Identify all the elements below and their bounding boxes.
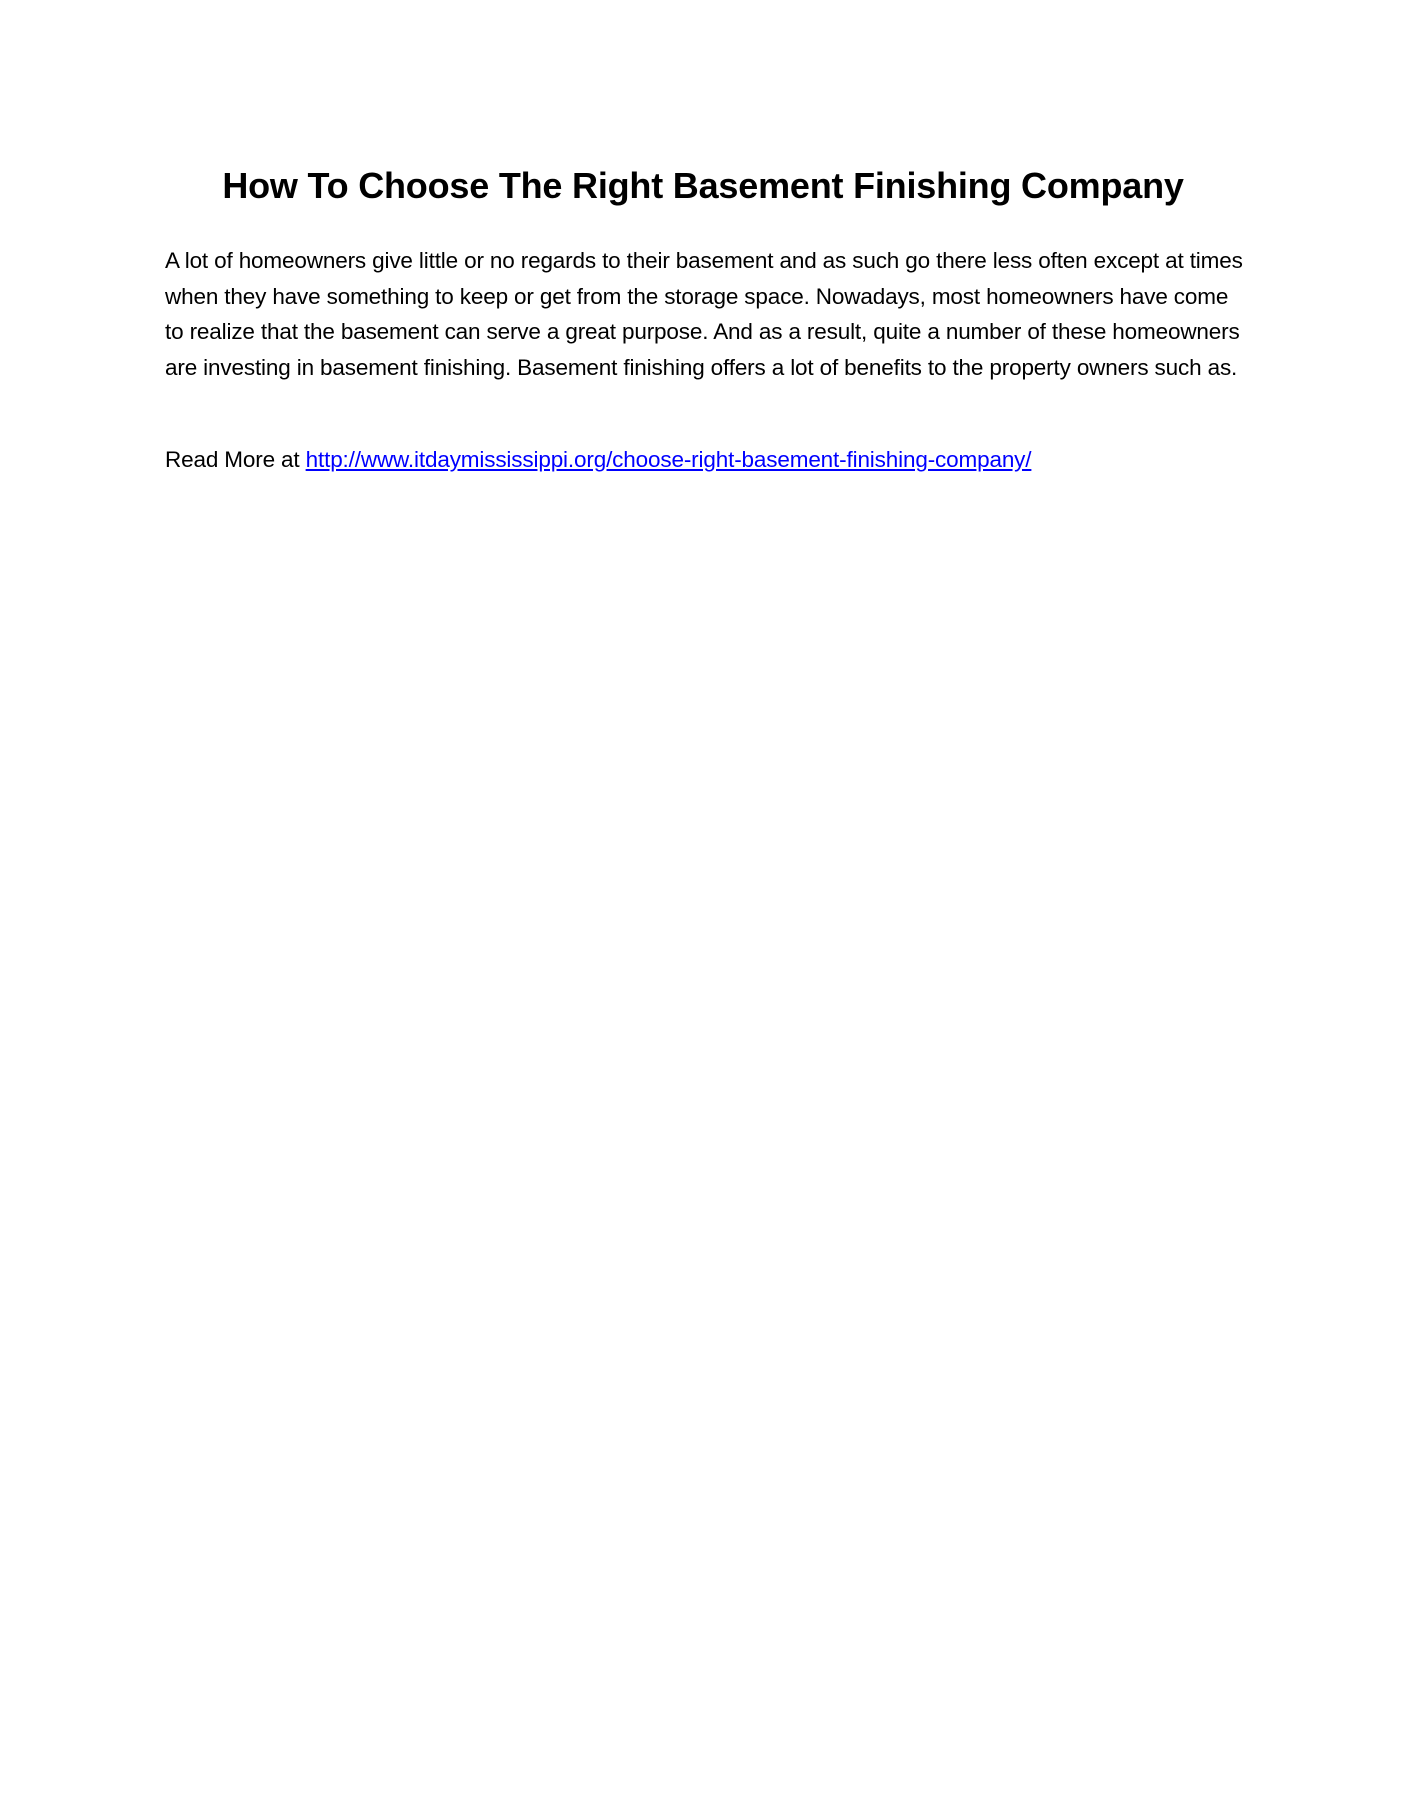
read-more-line [165, 442, 1245, 478]
page-title: How To Choose The Right Basement Finishing Company [222, 165, 1184, 206]
read-more-label: Read More at [165, 447, 306, 472]
read-more-link[interactable]: http://www.itdaymississippi.org/choose-right-basement-finishing-company/ [305, 447, 1032, 472]
body-paragraph: A lot of homeowners give little or no regards to their basement and as such go there less often except at times when they have something to keep or get from the storage space. Nowadays, most homeowners have come to realize that the basement can serve a great purpose. And as a result, quite a number of these homeowners are investing in basement finishing. Basement finishing offers a lot of benefits to the property owners such as. [165, 248, 1243, 380]
